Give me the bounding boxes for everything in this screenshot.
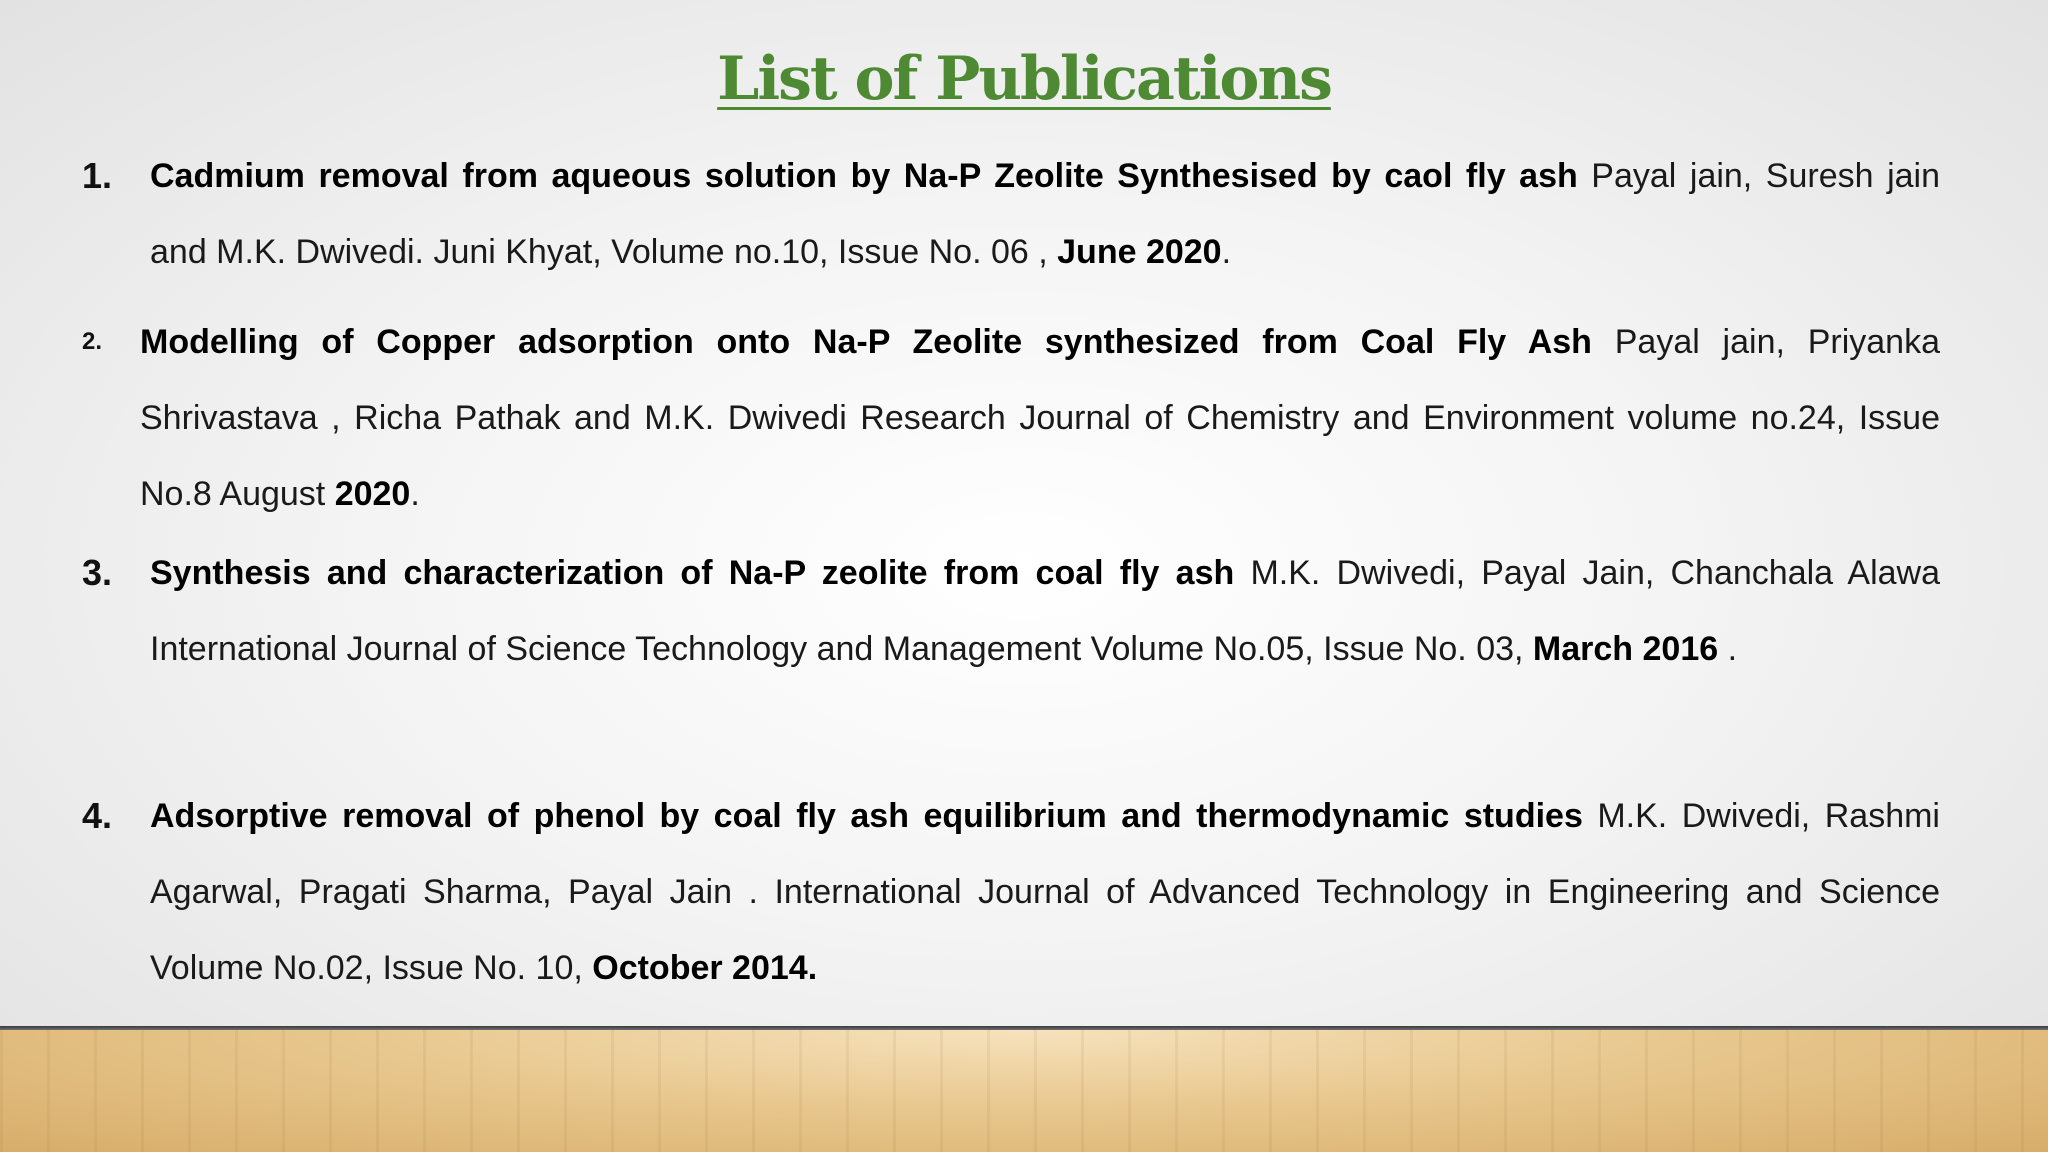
publication-details: M.K. Dwivedi, Rashmi Agarwal, Pragati Sharma, Payal Jain . International Journal of Advanced Technology in Engineering and Science Volume No.02, Issue No. 10, (150, 797, 1940, 987)
publication-title: Synthesis and characterization of Na-P zeolite from coal fly ash (150, 554, 1235, 592)
publication-number: 3. (82, 552, 113, 593)
publication-title: Adsorptive removal of phenol by coal fly ash equilibrium and thermodynamic studies (150, 797, 1583, 835)
publication-number: 2. (82, 328, 103, 355)
publication-text (150, 138, 1940, 290)
publication-number: 1. (82, 155, 113, 196)
publication-date: 2020 (325, 475, 411, 513)
publication-details: M.K. Dwivedi, Payal Jain, Chanchala Alawa International Journal of Science Technology and Management Volume No.05, Issue No. 03, (150, 554, 1940, 668)
publication-title: Cadmium removal from aqueous solution by Na-P Zeolite Synthesised by caol fly ash (150, 157, 1578, 195)
publication-text (150, 535, 1940, 687)
publication-number: 4. (82, 795, 113, 836)
publication-details: Payal jain, Suresh jain and M.K. Dwivedi. Juni Khyat, Volume no.10, Issue No. 06 , (150, 157, 1940, 271)
page-title: List of Publications (717, 44, 1331, 114)
publication-date: June 2020 (1047, 233, 1222, 271)
publication-text (150, 778, 1940, 1006)
publication-tail: . (1221, 233, 1232, 271)
publication-text (140, 304, 1940, 532)
publication-details: Payal jain, Priyanka Shrivastava , Richa Pathak and M.K. Dwivedi Research Journal of Chemistry and Environment volume no.24, Issue No.8 August (140, 323, 1940, 513)
wood-floor (0, 1030, 2048, 1152)
publication-tail: . (1718, 630, 1738, 668)
publication-title: Modelling of Copper adsorption onto Na-P Zeolite synthesized from Coal Fly Ash (140, 323, 1592, 361)
publication-tail: . (410, 475, 420, 513)
publication-date: October 2014. (582, 949, 818, 987)
publication-date: March 2016 (1523, 630, 1719, 668)
